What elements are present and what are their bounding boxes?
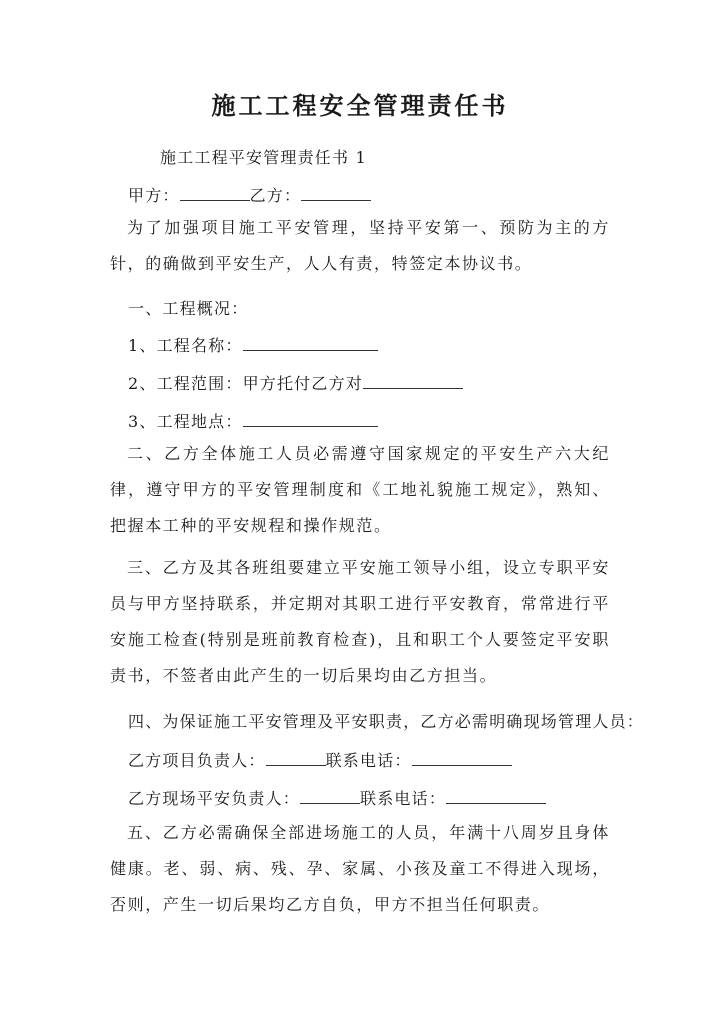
safety-leader-label: 乙方现场平安负责人： bbox=[128, 789, 301, 808]
project-location-blank bbox=[243, 412, 378, 427]
safety-leader-line bbox=[128, 786, 720, 809]
section1-heading: 一、工程概况： bbox=[128, 299, 249, 318]
party-a-label: 甲方： bbox=[128, 186, 180, 205]
section5-paragraph: 五、乙方必需确保全部进场施工的人员，年满十八周岁且身体健康。老、弱、病、残、孕、家属、小孩及童工不得进入现场，否则，产生一切后果均乙方自负，甲方不担当任何职责。 bbox=[110, 823, 610, 914]
project-name-label: 1、工程名称： bbox=[128, 336, 243, 355]
section2-paragraph: 二、乙方全体施工人员必需遵守国家规定的平安生产六大纪律，遵守甲方的平安管理制度和《工地礼貌施工规定》，熟知、把握本工种的平安规程和操作规范。 bbox=[110, 444, 610, 535]
party-a-blank bbox=[180, 186, 250, 201]
intro-paragraph: 为了加强项目施工平安管理，坚持平安第一、预防为主的方针，的确做到平安生产，人人有责，特签定本协议书。 bbox=[110, 218, 610, 273]
project-name-blank bbox=[243, 336, 378, 351]
project-leader-label: 乙方项目负责人： bbox=[128, 751, 266, 770]
contact-label-1: 联系电话： bbox=[325, 751, 412, 770]
contact-blank-1 bbox=[412, 751, 512, 766]
section4-line: 四、为保证施工平安管理及平安职责，乙方必需明确现场管理人员： bbox=[128, 712, 645, 731]
contact-label-2: 联系电话： bbox=[360, 789, 447, 808]
safety-leader-blank bbox=[300, 789, 360, 804]
project-location-label: 3、工程地点： bbox=[128, 412, 243, 431]
project-scope-blank bbox=[363, 374, 463, 389]
document-subtitle: 施工工程平安管理责任书 1 bbox=[160, 148, 367, 167]
parties-line bbox=[128, 183, 720, 206]
project-location-line bbox=[128, 409, 720, 432]
document-title: 施工工程安全管理责任书 bbox=[211, 91, 509, 120]
section3-paragraph: 三、乙方及其各班组要建立平安施工领导小组，设立专职平安员与甲方坚持联系，并定期对其职工进行平安教育，常常进行平安施工检查(特别是班前教育检查)，且和职工个人要签定平安职责书，不签者由此产生的一切后果均由乙方担当。 bbox=[110, 558, 610, 685]
contact-blank-2 bbox=[446, 789, 546, 804]
party-b-blank bbox=[301, 186, 371, 201]
party-b-label: 乙方： bbox=[249, 186, 302, 205]
project-leader-line bbox=[128, 748, 720, 771]
project-name-line bbox=[128, 333, 720, 356]
project-scope-label: 2、工程范围：甲方托付乙方对 bbox=[128, 374, 363, 393]
project-leader-blank bbox=[266, 751, 326, 766]
project-scope-line bbox=[128, 371, 720, 394]
